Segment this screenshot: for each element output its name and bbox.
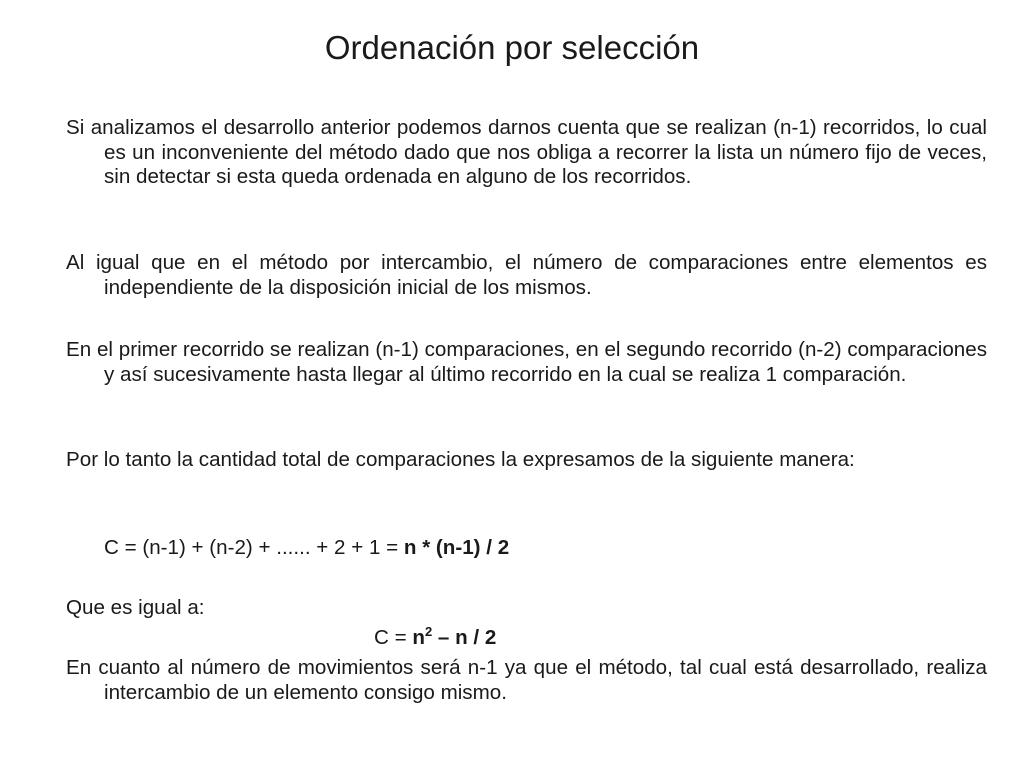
formula-sum-result: n * (n-1) / 2 (403, 536, 510, 559)
paragraph-igual-a: Que es igual a: (66, 596, 205, 619)
paragraph-comparaciones-por-recorrido: En el primer recorrido se realizan (n-1) comparaciones, en el segundo recorrido (n-2) comparaciones y así sucesivamente hasta llegar al último recorrido en la cual se realiza 1 comparación. (66, 338, 987, 386)
formula-simplified-rest: – n / 2 (432, 626, 497, 649)
slide-title: Ordenación por selección (324, 29, 700, 66)
paragraph-recorridos: Si analizamos el desarrollo anterior podemos darnos cuenta que se realizan (n-1) recorridos, lo cual es un inconveniente del método dado que nos obliga a recorrer la lista un número fijo de veces, sin detectar si esta queda ordenada en alguno de los recorridos. (66, 116, 987, 188)
formula-simplified-exponent: 2 (424, 624, 433, 639)
formula-sum-comparisons (104, 536, 509, 561)
paragraph-comparaciones-independiente: Al igual que en el método por intercambio, el número de comparaciones entre elementos es independiente de la disposición inicial de los mismos. (66, 251, 987, 299)
paragraph-movimientos: En cuanto al número de movimientos será n-1 ya que el método, tal cual está desarrollado, realiza intercambio de un elemento consigo mismo. (66, 656, 987, 704)
formula-sum-lhs: C = (n-1) + (n-2) + ...... + 2 + 1 = (104, 536, 404, 559)
formula-simplified-base: n (412, 626, 425, 649)
paragraph-cantidad-total: Por lo tanto la cantidad total de comparaciones la expresamos de la siguiente manera: (66, 448, 855, 471)
formula-simplified-lhs: C = (374, 626, 413, 649)
formula-simplified (374, 624, 496, 652)
